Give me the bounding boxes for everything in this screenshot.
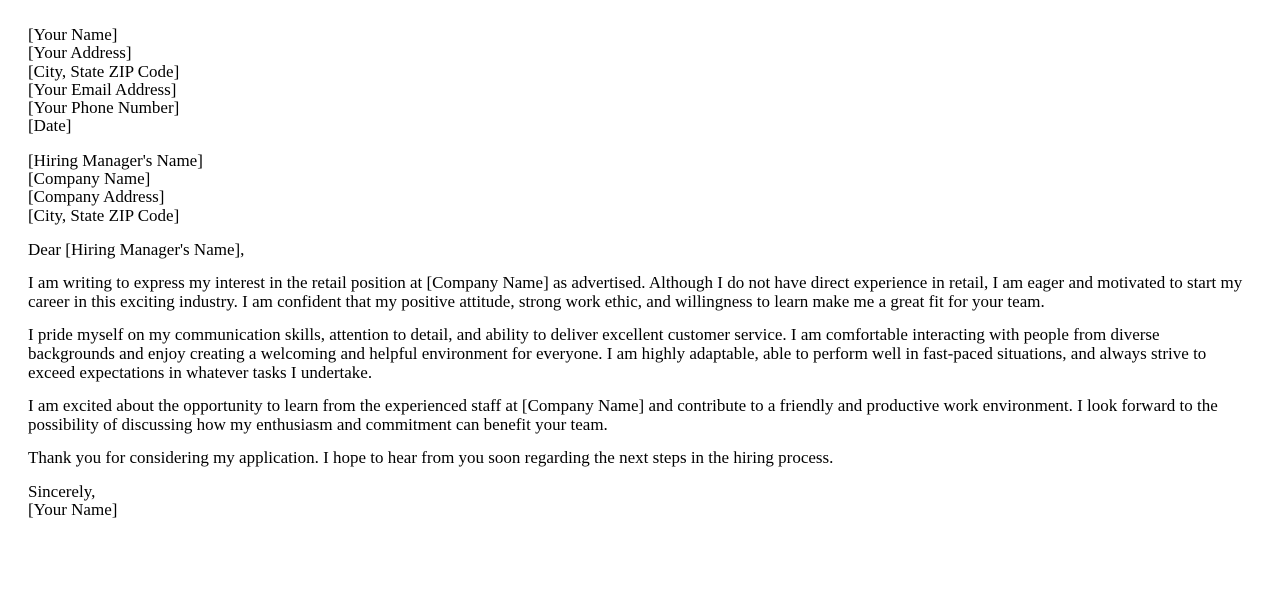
recipient-address-block xyxy=(28,152,1248,225)
block-spacer xyxy=(28,136,1248,152)
sender-phone: [Your Phone Number] xyxy=(28,98,180,118)
recipient-company-address: [Company Address] xyxy=(28,187,165,207)
block-spacer xyxy=(28,259,1248,274)
recipient-manager-name: [Hiring Manager's Name] xyxy=(28,150,203,170)
closing-salutation: Sincerely, xyxy=(28,482,96,502)
body-paragraph: I am excited about the opportunity to learn from the experienced staff at [Company Name] and contribute to a friendly and productive work environment. I look forward to the possibility of discussing how my enthusiasm and commitment can benefit your team. xyxy=(28,396,1218,434)
body-paragraph: I pride myself on my communication skills, attention to detail, and ability to deliver excellent customer service. I am comfortable interacting with people from diverse backgrounds and enjoy creating a welcoming and helpful environment for everyone. I am highly adaptable, able to perform well in fast-paced situations, and always strive to exceed expectations in whatever tasks I undertake. xyxy=(28,325,1207,382)
closing-signature-name: [Your Name] xyxy=(28,500,118,520)
sender-city-state-zip: [City, State ZIP Code] xyxy=(28,61,180,81)
recipient-city-state-zip: [City, State ZIP Code] xyxy=(28,205,180,225)
block-spacer xyxy=(28,225,1248,241)
letter-date: [Date] xyxy=(28,116,72,136)
closing-block xyxy=(28,483,1248,520)
recipient-company-name: [Company Name] xyxy=(28,169,151,189)
sender-street-address: [Your Address] xyxy=(28,43,132,63)
body-paragraph: I am writing to express my interest in the retail position at [Company Name] as advertised. Although I do not have direct experience in retail, I am eager and motivated to start my career in this exciting industry. I am confident that my positive attitude, strong work ethic, and willingness to learn make me a great fit for your team. xyxy=(28,273,1243,311)
sender-email: [Your Email Address] xyxy=(28,79,177,99)
salutation: Dear [Hiring Manager's Name], xyxy=(28,239,245,259)
sender-name: [Your Name] xyxy=(28,25,118,44)
block-spacer xyxy=(28,468,1248,483)
body-paragraph: Thank you for considering my application. I hope to hear from you soon regarding the next steps in the hiring process. xyxy=(28,448,834,468)
sender-address-block xyxy=(28,26,1248,136)
